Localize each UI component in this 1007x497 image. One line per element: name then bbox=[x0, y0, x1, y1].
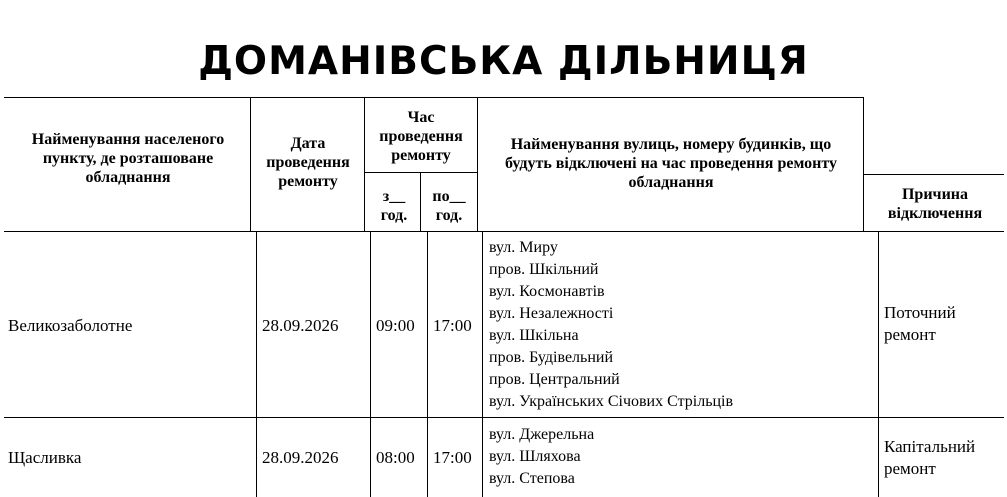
row-streets bbox=[489, 237, 733, 413]
street-item: вул. Миру bbox=[489, 239, 558, 256]
header-divider-2 bbox=[364, 97, 365, 231]
header-reason: Причина відключення bbox=[887, 186, 983, 222]
body-divider-1 bbox=[256, 231, 257, 497]
row-time-from: 09:00 bbox=[376, 316, 415, 335]
row-date: 28.09.2026 bbox=[262, 316, 339, 335]
street-item: вул. Степова bbox=[489, 470, 575, 487]
street-item: пров. Шкільний bbox=[489, 261, 599, 278]
header-streets: Найменування вулиць, номеру будинків, що будуть відключені на час проведення ремонту обладнання bbox=[504, 136, 837, 191]
header-divider-5 bbox=[863, 97, 864, 231]
reason-header-top-border bbox=[863, 174, 1004, 175]
row-date: 28.09.2026 bbox=[262, 448, 339, 467]
page-title: ДОМАНІВСЬКА ДІЛЬНИЦЯ bbox=[198, 39, 809, 84]
header-divider-3 bbox=[420, 172, 421, 231]
row-reason: Поточний ремонт bbox=[884, 303, 956, 344]
header-date: Дата проведення ремонту bbox=[266, 135, 350, 190]
street-item: пров. Центральний bbox=[489, 371, 620, 388]
street-item: вул. Джерельна bbox=[489, 426, 595, 443]
header-divider-4 bbox=[477, 97, 478, 231]
street-item: вул. Українських Січових Стрільців bbox=[489, 393, 734, 410]
row-settlement: Великозаболотне bbox=[8, 316, 133, 335]
header-time-from: з__ год. bbox=[380, 188, 408, 224]
row-reason: Капітальний ремонт bbox=[884, 437, 976, 478]
header-divider-1 bbox=[250, 97, 251, 231]
body-divider-3 bbox=[427, 231, 428, 497]
row-time-to: 17:00 bbox=[433, 316, 472, 335]
body-divider-2 bbox=[370, 231, 371, 497]
street-item: вул. Шкільна bbox=[489, 327, 579, 344]
street-item: вул. Космонавтів bbox=[489, 283, 605, 300]
body-divider-5 bbox=[878, 231, 879, 497]
row-streets bbox=[489, 424, 594, 490]
row-time-from: 08:00 bbox=[376, 448, 415, 467]
row-time-to: 17:00 bbox=[433, 448, 472, 467]
table-top-border bbox=[4, 97, 863, 98]
street-item: вул. Шляхова bbox=[489, 448, 581, 465]
header-bottom-border bbox=[4, 231, 1004, 232]
body-divider-4 bbox=[482, 231, 483, 497]
header-settlement: Найменування населеного пункту, де розташоване обладнання bbox=[31, 131, 225, 186]
row-settlement: Щасливка bbox=[8, 448, 82, 467]
header-time-to: по__ год. bbox=[432, 188, 466, 224]
header-time: Час проведення ремонту bbox=[379, 109, 463, 164]
street-item: вул. Незалежності bbox=[489, 305, 614, 322]
street-item: пров. Будівельний bbox=[489, 349, 614, 366]
row-divider bbox=[4, 417, 1004, 418]
